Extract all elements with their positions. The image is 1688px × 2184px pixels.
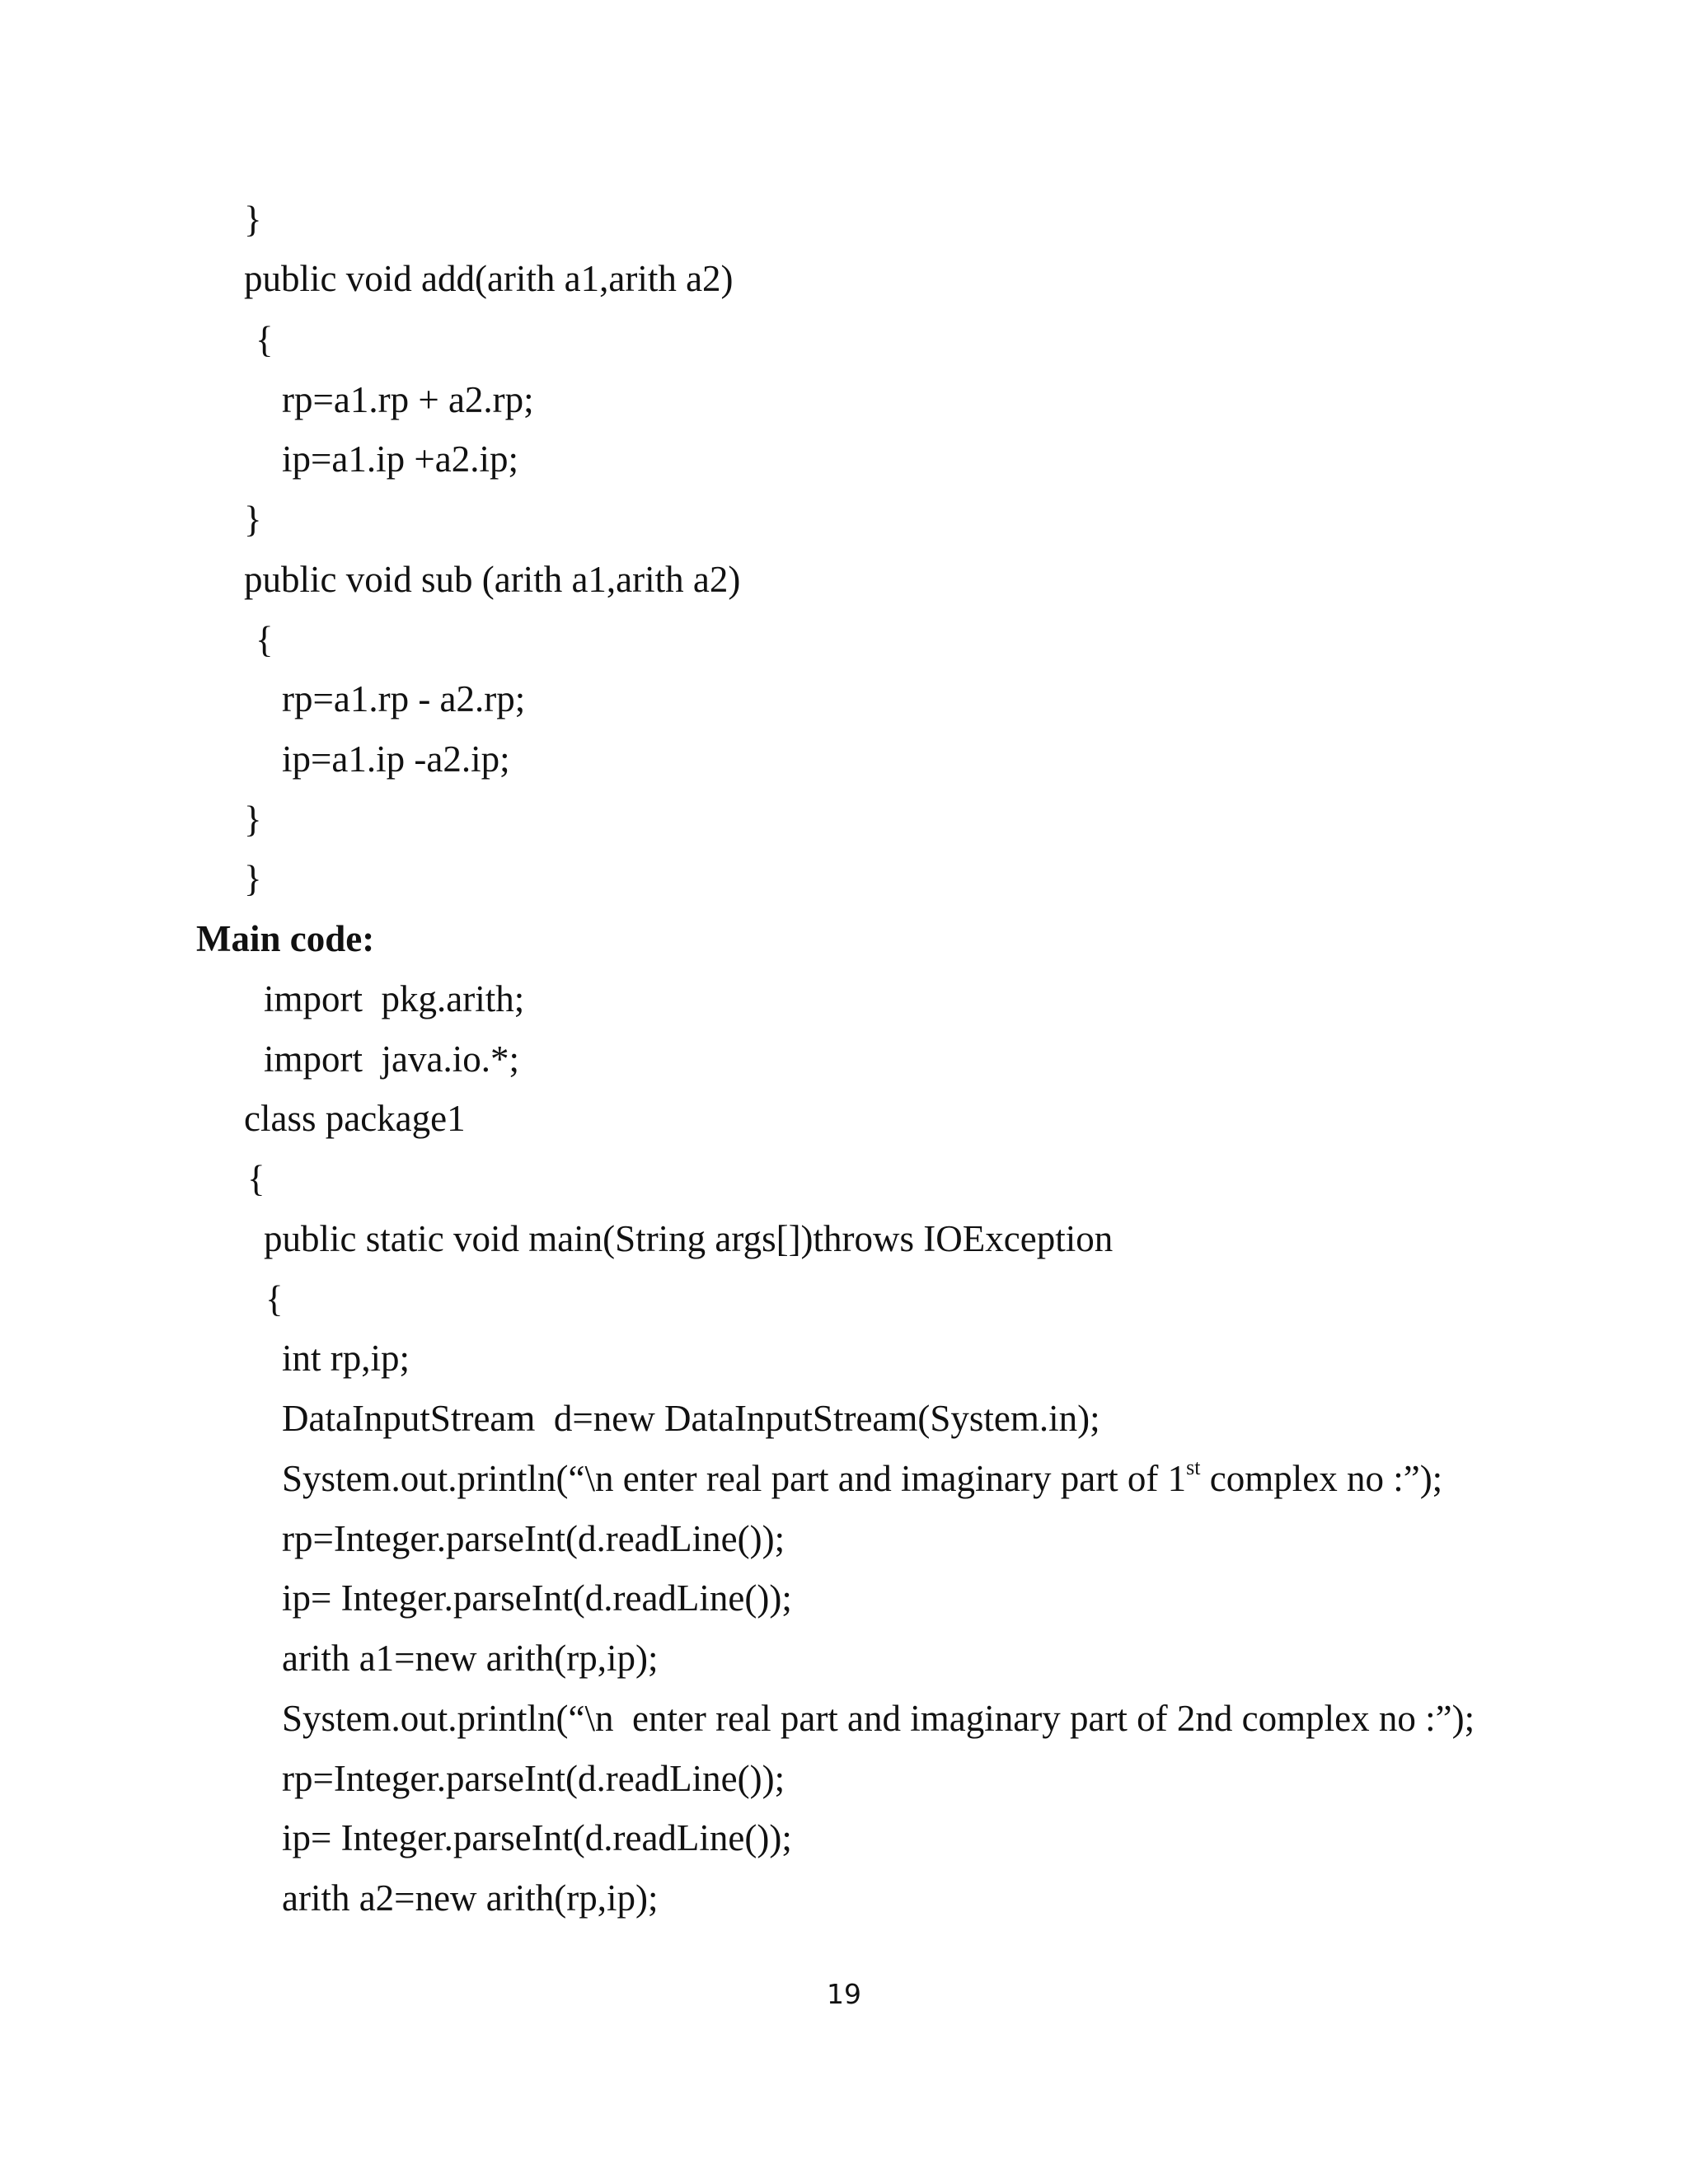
code-line: arith a1=new arith(rp,ip);	[282, 1638, 659, 1679]
page-number: 19	[827, 1978, 861, 2010]
code-line: {	[256, 319, 274, 360]
code-line: {	[247, 1158, 265, 1199]
code-line-println-first	[282, 1454, 1442, 1503]
code-line: }	[244, 499, 262, 540]
code-line: {	[265, 1278, 284, 1319]
code-line: public void sub (arith a1,arith a2)	[244, 559, 741, 600]
println-text-end: complex no :”);	[1200, 1458, 1443, 1499]
code-line: int rp,ip;	[282, 1338, 410, 1379]
code-line: ip= Integer.parseInt(d.readLine());	[282, 1817, 792, 1858]
code-line: ip= Integer.parseInt(d.readLine());	[282, 1577, 792, 1619]
code-line: import pkg.arith;	[264, 978, 525, 1019]
code-line: }	[244, 858, 262, 899]
println-text: System.out.println(“\n enter real part and imaginary part of 1	[282, 1458, 1187, 1499]
code-line: class package1	[244, 1098, 466, 1139]
code-line: rp=a1.rp - a2.rp;	[282, 678, 526, 719]
code-line: rp=Integer.parseInt(d.readLine());	[282, 1518, 785, 1559]
code-line: ip=a1.ip -a2.ip;	[282, 738, 510, 780]
code-line: }	[244, 199, 262, 240]
code-line: ip=a1.ip +a2.ip;	[282, 438, 518, 480]
code-line: DataInputStream d=new DataInputStream(System.in);	[282, 1398, 1100, 1439]
code-line: public static void main(String args[])throws IOException	[264, 1218, 1114, 1259]
code-line: import java.io.*;	[264, 1038, 519, 1080]
code-line: {	[256, 619, 274, 660]
code-line: public void add(arith a1,arith a2)	[244, 258, 734, 299]
code-line: rp=a1.rp + a2.rp;	[282, 379, 534, 420]
code-line: System.out.println(“\n enter real part and imaginary part of 2nd complex no :”);	[282, 1698, 1475, 1739]
code-line: rp=Integer.parseInt(d.readLine());	[282, 1758, 785, 1799]
code-line: arith a2=new arith(rp,ip);	[282, 1877, 659, 1919]
code-line: }	[244, 799, 262, 840]
section-heading: Main code:	[196, 918, 375, 959]
superscript-st: st	[1186, 1455, 1201, 1479]
